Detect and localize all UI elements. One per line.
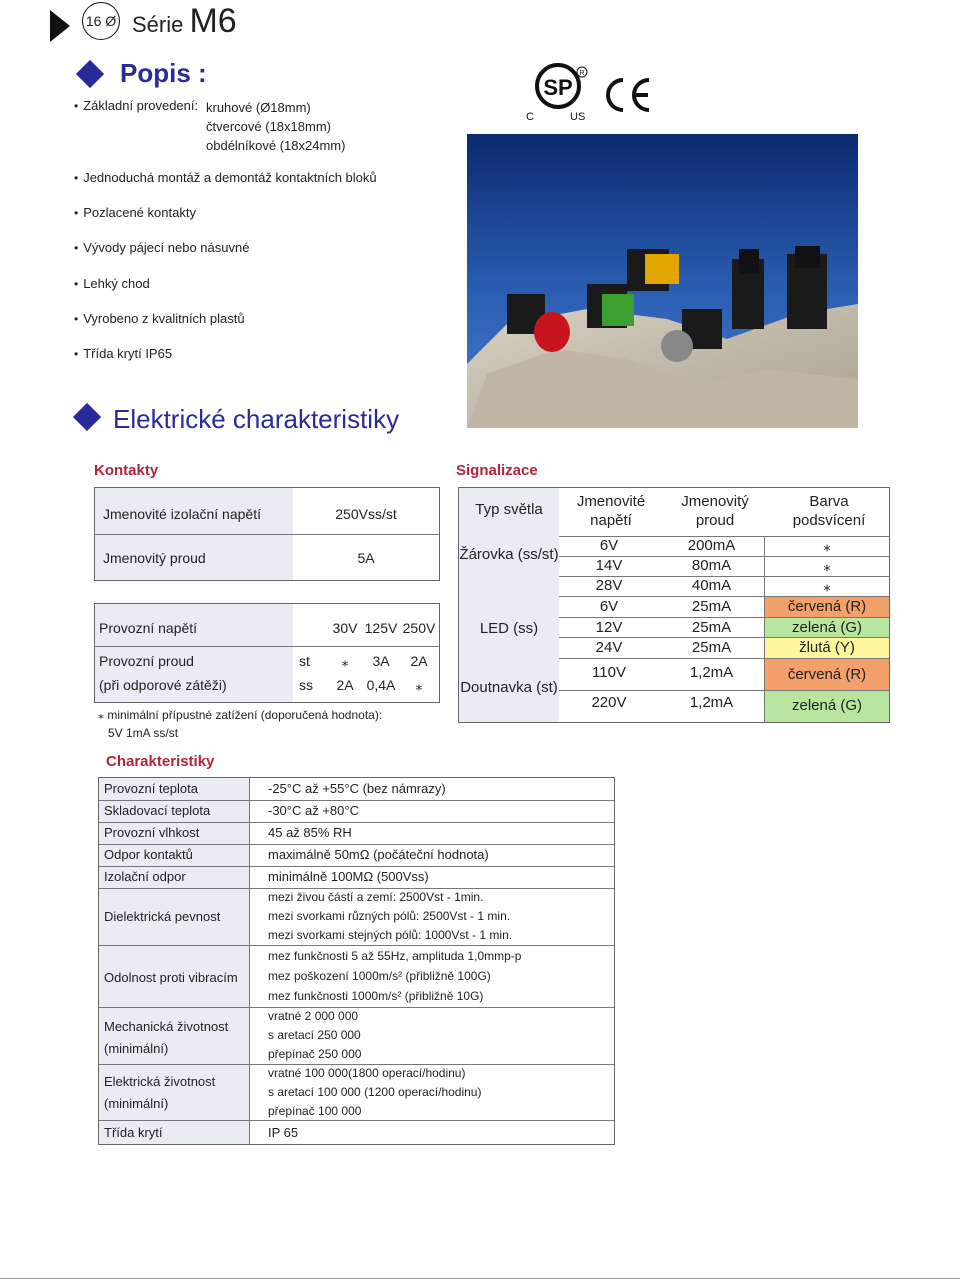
svg-text:C: C	[526, 111, 534, 122]
sig-voltage: 110V	[592, 664, 626, 681]
sig-current: 25mA	[691, 619, 732, 636]
char-value: přepínač 250 000	[268, 1047, 362, 1061]
char-value: -30°C až +80°C	[268, 803, 359, 818]
signalizace-title: Signalizace	[456, 462, 538, 479]
sig-voltage: 24V	[595, 639, 623, 656]
kontakty-title: Kontakty	[94, 462, 159, 479]
footer-divider	[0, 1278, 960, 1279]
product-photo	[467, 134, 858, 428]
sig-current: 80mA	[691, 557, 732, 574]
char-value: přepínač 100 000	[268, 1104, 362, 1118]
svg-text:US: US	[570, 111, 586, 122]
basic-label: • Základní provedení:	[74, 98, 198, 113]
bullet-item: • Třída krytí IP65	[74, 346, 172, 361]
char-label: Skladovací teplota	[104, 803, 211, 818]
header-napeti: Jmenovité napětí	[576, 493, 646, 529]
char-value: mezi svorkami různých pólů: 2500Vst - 1 min.	[268, 909, 511, 923]
sig-color: zelená (G)	[791, 697, 863, 714]
ss-label: ss	[299, 677, 313, 693]
char-value: maximálně 50mΩ (počáteční hodnota)	[268, 847, 489, 862]
sig-color: žlutá (Y)	[799, 639, 855, 656]
operating-table	[94, 603, 440, 703]
sig-voltage: 220V	[591, 694, 627, 711]
svg-text:SP: SP	[543, 75, 573, 100]
header-typ: Typ světla	[475, 501, 543, 518]
st-value: 2A	[410, 653, 428, 669]
char-value: s aretací 250 000	[268, 1028, 361, 1042]
char-value: s aretací 100 000 (1200 operací/hodinu)	[268, 1085, 482, 1099]
sig-voltage: 6V	[599, 537, 619, 554]
sig-color: červená (R)	[787, 666, 867, 683]
ce-mark-icon	[603, 76, 653, 114]
char-label: Provozní teplota	[104, 781, 198, 796]
diamond-bullet-icon	[76, 60, 104, 88]
basic-values: kruhové (Ø18mm) čtvercové (18x18mm) obdélníkové (18x24mm)	[206, 100, 346, 153]
op-current-label: Provozní proud	[99, 653, 194, 669]
char-label: Odpor kontaktů	[104, 847, 193, 862]
ss-value: 0,4A	[366, 677, 396, 693]
op-voltage-30: 30V	[332, 620, 358, 636]
op-voltage-125: 125V	[364, 620, 398, 636]
rated-voltage-label: Jmenovité izolační napětí	[103, 506, 261, 522]
rated-voltage-value: 250Vss/st	[335, 506, 397, 522]
char-value: -25°C až +55°C (bez námrazy)	[268, 781, 446, 796]
char-value: minimálně 100MΩ (500Vss)	[268, 869, 429, 884]
bullet-item: • Lehký chod	[74, 276, 150, 291]
char-label: Elektrická životnost (minimální)	[104, 1074, 216, 1111]
char-value: mez funkčnosti 1000m/s² (přibližně 10G)	[268, 989, 484, 1003]
sig-current: 40mA	[691, 577, 732, 594]
sig-color: červená (R)	[787, 598, 867, 615]
sig-color: zelená (G)	[791, 619, 863, 636]
char-label: Mechanická životnost (minimální)	[104, 1019, 229, 1056]
char-value: mez funkčnosti 5 až 55Hz, amplituda 1,0mmp-p	[268, 949, 522, 963]
char-label: Třída krytí	[104, 1125, 163, 1140]
signal-grid	[559, 536, 889, 722]
sig-current: 200mA	[687, 537, 736, 554]
char-value: vratné 2 000 000	[268, 1009, 359, 1023]
series-title: Série M6	[132, 2, 237, 40]
char-value: vratné 100 000(1800 operací/hodinu)	[268, 1066, 466, 1080]
sig-current: 25mA	[691, 639, 732, 656]
op-current-sub: (při odporové zátěži)	[99, 677, 227, 693]
rated-current-value: 5A	[357, 550, 375, 566]
st-value: 3A	[372, 653, 390, 669]
footnote-line-2: 5V 1mA ss/st	[108, 726, 179, 740]
st-value: ⁎	[341, 653, 349, 669]
sig-voltage: 12V	[595, 619, 623, 636]
diamond-bullet-icon	[73, 403, 101, 431]
char-value: 45 až 85% RH	[268, 825, 352, 840]
char-label: Odolnost proti vibracím	[104, 970, 238, 985]
sig-voltage: 6V	[599, 598, 619, 615]
char-label: Izolační odpor	[104, 869, 186, 884]
ss-value: ⁎	[415, 677, 423, 693]
popis-title: Popis :	[120, 58, 207, 88]
sig-color: ⁎	[823, 538, 831, 555]
header-barva: Barva podsvícení	[792, 493, 866, 529]
charakteristiky-title: Charakteristiky	[106, 753, 215, 770]
type-zarovka: Žárovka (ss/st)	[459, 546, 559, 563]
bullet-item: • Vyrobeno z kvalitních plastů	[74, 311, 245, 326]
bullet-item: • Vývody pájecí nebo násuvné	[74, 240, 249, 255]
sig-current: 1,2mA	[689, 694, 734, 711]
sig-voltage: 28V	[595, 577, 623, 594]
sig-color: ⁎	[823, 578, 831, 595]
play-arrow-icon	[50, 10, 70, 42]
char-value: mezi svorkami stejných pólů: 1000Vst - 1 min.	[268, 928, 513, 942]
char-label: Provozní vlhkost	[104, 825, 200, 840]
size-badge: 16 Ø	[82, 2, 120, 40]
char-label: Dielektrická pevnost	[104, 909, 221, 924]
rated-current-label: Jmenovitý proud	[103, 550, 206, 566]
sig-color: ⁎	[823, 558, 831, 575]
charakteristiky-table	[98, 777, 615, 1145]
type-led: LED (ss)	[479, 620, 539, 637]
op-voltage-label: Provozní napětí	[99, 620, 198, 636]
header-proud: Jmenovitý proud	[681, 493, 749, 529]
signalizace-table	[458, 487, 890, 723]
op-voltage-250: 250V	[402, 620, 436, 636]
char-value: mezi živou částí a zemí: 2500Vst - 1min.	[268, 890, 484, 904]
st-label: st	[299, 653, 310, 669]
char-value: mez poškození 1000m/s² (přibližně 100G)	[268, 969, 491, 983]
type-doutnavka: Doutnavka (st)	[460, 679, 558, 696]
sig-current: 1,2mA	[689, 664, 734, 681]
bullet-item: • Jednoduchá montáž a demontáž kontaktních bloků	[74, 170, 377, 185]
sig-current: 25mA	[691, 598, 732, 615]
char-value: IP 65	[268, 1125, 299, 1140]
svg-text:R: R	[579, 70, 585, 77]
footnote-line-1: ⁎ minimální přípustné zatížení (doporučená hodnota):	[98, 708, 383, 722]
bullet-item: • Pozlacené kontakty	[74, 205, 196, 220]
sig-voltage: 14V	[595, 557, 623, 574]
elektricke-title: Elektrické charakteristiky	[113, 404, 400, 434]
csa-logo-icon	[524, 62, 596, 122]
ss-value: 2A	[336, 677, 354, 693]
kontakty-rating-table	[94, 487, 440, 581]
